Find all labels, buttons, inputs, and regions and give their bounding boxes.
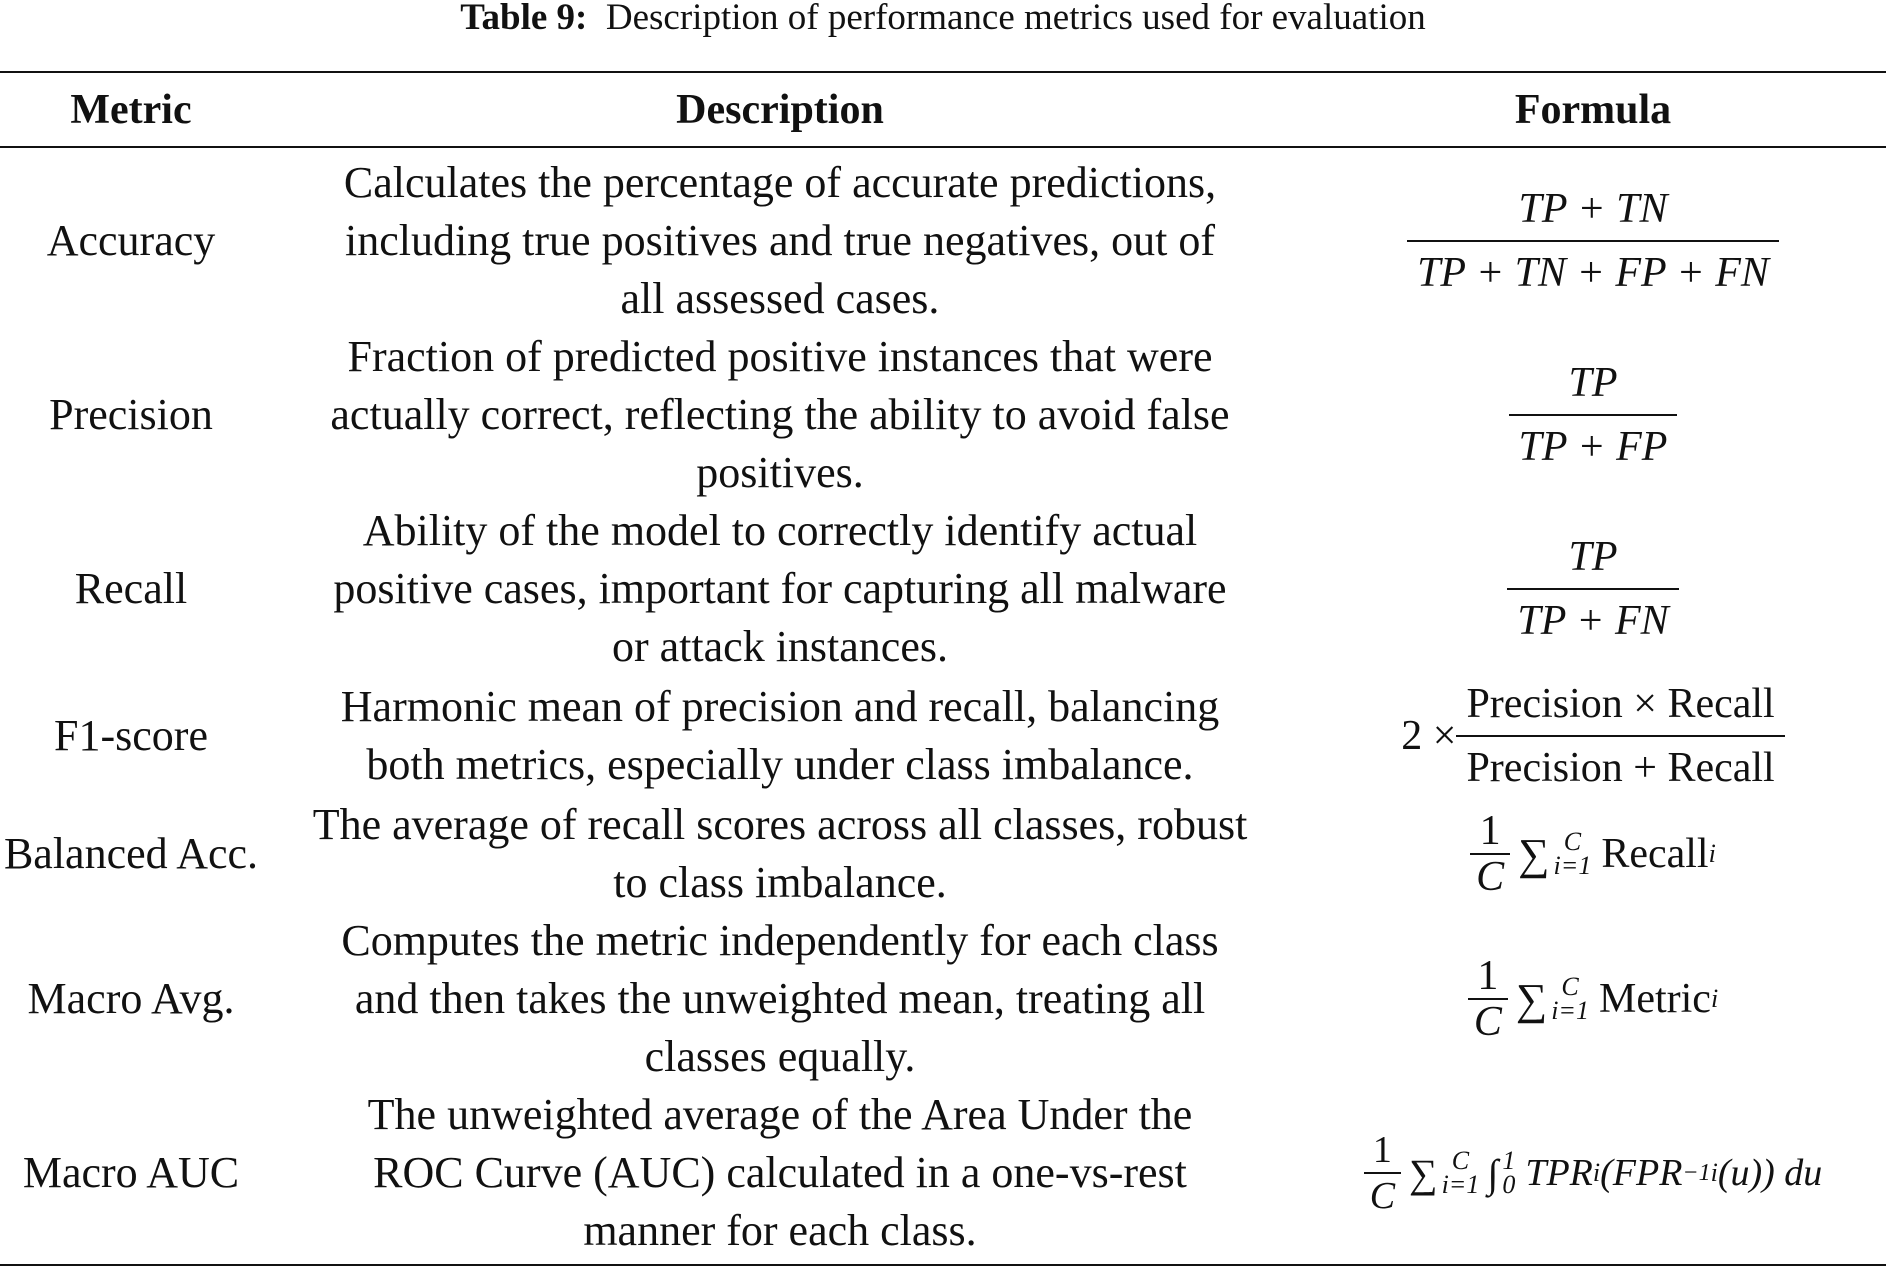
sum-upper: C — [1563, 827, 1582, 856]
description-line: positive cases, important for capturing all malware — [333, 564, 1227, 613]
description-line: actually correct, reflecting the ability to avoid false — [330, 390, 1230, 439]
metric-name: Macro Avg. — [27, 974, 235, 1023]
sum-upper: C — [1561, 972, 1579, 1001]
description-line: classes equally. — [644, 1032, 916, 1081]
metric-name: Recall — [74, 564, 188, 613]
integral-lower: 0 — [1502, 1170, 1516, 1199]
integral-upper: 1 — [1502, 1146, 1516, 1175]
sum-lower: i=1 — [1551, 996, 1589, 1025]
metric-name: Precision — [49, 390, 213, 439]
description-line: ROC Curve (AUC) calculated in a one-vs-rest — [373, 1148, 1187, 1197]
numerator: TP — [1568, 360, 1618, 406]
coefficient-numerator: 1 — [1372, 1129, 1392, 1171]
coefficient-denominator: C — [1468, 998, 1508, 1044]
metric-name: F1-score — [54, 711, 208, 760]
coefficient-numerator: 1 — [1477, 953, 1499, 999]
coefficient-denominator: C — [1364, 1172, 1401, 1218]
description-line: The unweighted average of the Area Under the — [367, 1090, 1193, 1139]
metric-description — [300, 502, 1260, 676]
description-line: all assessed cases. — [620, 274, 940, 323]
sum-symbol: ∑ — [1515, 974, 1548, 1024]
table-row — [0, 796, 1886, 912]
description-line: The average of recall scores across all classes, robust — [312, 800, 1248, 849]
metric-formula — [1300, 796, 1886, 912]
denominator: TP + FN — [1507, 588, 1678, 646]
table-caption — [0, 0, 1886, 40]
coefficient-fraction — [1468, 954, 1508, 1044]
formula-argument-open: (FPR — [1600, 1152, 1683, 1194]
table-title: Description of performance metrics used for evaluation — [605, 0, 1426, 38]
header-metric: Metric — [70, 87, 192, 133]
table-label: Table 9: — [460, 0, 588, 38]
sum-limits — [1441, 1146, 1480, 1199]
description-line: both metrics, especially under class imbalance. — [366, 740, 1194, 789]
metric-formula — [1300, 676, 1886, 796]
formula-term: Recall — [1601, 831, 1709, 877]
formula-term: Metric — [1598, 976, 1711, 1022]
metric-formula — [1300, 154, 1886, 328]
description-line: Computes the metric independently for each class — [341, 916, 1219, 965]
description-line: Ability of the model to correctly identify actual — [362, 506, 1198, 555]
sum-lower: i=1 — [1441, 1170, 1480, 1199]
table-row — [0, 502, 1886, 676]
metric-description — [300, 328, 1260, 502]
metric-description — [300, 676, 1260, 796]
metric-formula — [1300, 502, 1886, 676]
description-line: positives. — [696, 448, 864, 497]
bottom-rule — [0, 1264, 1886, 1266]
term-subscript: i — [1592, 1158, 1601, 1187]
term-subscript: i — [1710, 984, 1719, 1013]
argument-superscript: −1 — [1682, 1159, 1711, 1186]
table-row — [0, 676, 1886, 796]
sum-symbol: ∑ — [1409, 1150, 1438, 1196]
metric-formula — [1300, 328, 1886, 502]
header-description: Description — [676, 87, 884, 133]
description-line: to class imbalance. — [613, 858, 947, 907]
sum-lower: i=1 — [1553, 851, 1592, 880]
fraction — [1509, 358, 1678, 472]
description-line: Calculates the percentage of accurate predictions, — [343, 158, 1217, 207]
metric-formula — [1300, 1086, 1886, 1260]
fraction — [1456, 679, 1784, 793]
top-rule — [0, 71, 1886, 73]
description-line: and then takes the unweighted mean, treating all — [354, 974, 1206, 1023]
metric-description — [300, 1086, 1260, 1260]
coefficient-numerator: 1 — [1479, 808, 1501, 854]
integral-limits — [1502, 1146, 1516, 1199]
metric-name: Balanced Acc. — [3, 829, 259, 878]
denominator: TP + FP — [1509, 414, 1678, 472]
metric-description — [300, 796, 1260, 912]
table-row — [0, 912, 1886, 1086]
metric-name: Accuracy — [46, 216, 216, 265]
table-row — [0, 154, 1886, 328]
numerator: TP — [1568, 534, 1618, 580]
table-row — [0, 328, 1886, 502]
metric-description — [300, 912, 1260, 1086]
fraction — [1407, 184, 1779, 298]
description-line: Harmonic mean of precision and recall, balancing — [340, 682, 1220, 731]
formula-term: TPR — [1525, 1152, 1593, 1194]
denominator: TP + TN + FP + FN — [1407, 240, 1779, 298]
integral-symbol: ∫ — [1487, 1150, 1499, 1196]
sum-upper: C — [1451, 1146, 1470, 1175]
header-rule — [0, 146, 1886, 148]
numerator: Precision × Recall — [1466, 681, 1775, 727]
sum-limits — [1553, 827, 1592, 880]
table-row — [0, 1086, 1886, 1260]
argument-subscript: i — [1710, 1158, 1718, 1187]
coefficient-fraction — [1470, 809, 1510, 899]
description-line: including true positives and true negatives, out of — [344, 216, 1215, 265]
fraction — [1507, 532, 1678, 646]
sum-limits — [1551, 972, 1589, 1025]
metric-name: Macro AUC — [22, 1148, 240, 1197]
numerator: TP + TN — [1518, 186, 1668, 232]
formula-prefix: 2 × — [1401, 713, 1457, 759]
description-line: manner for each class. — [583, 1206, 977, 1255]
metric-formula — [1300, 912, 1886, 1086]
description-line: Fraction of predicted positive instances that were — [347, 332, 1213, 381]
term-subscript: i — [1708, 839, 1716, 868]
description-line: or attack instances. — [612, 622, 948, 671]
metric-description — [300, 154, 1260, 328]
sum-symbol: ∑ — [1518, 829, 1550, 879]
coefficient-fraction — [1364, 1128, 1401, 1218]
header-formula: Formula — [1514, 87, 1672, 133]
coefficient-denominator: C — [1470, 853, 1510, 899]
formula-argument-close: (u)) du — [1717, 1152, 1823, 1194]
denominator: Precision + Recall — [1456, 735, 1784, 793]
